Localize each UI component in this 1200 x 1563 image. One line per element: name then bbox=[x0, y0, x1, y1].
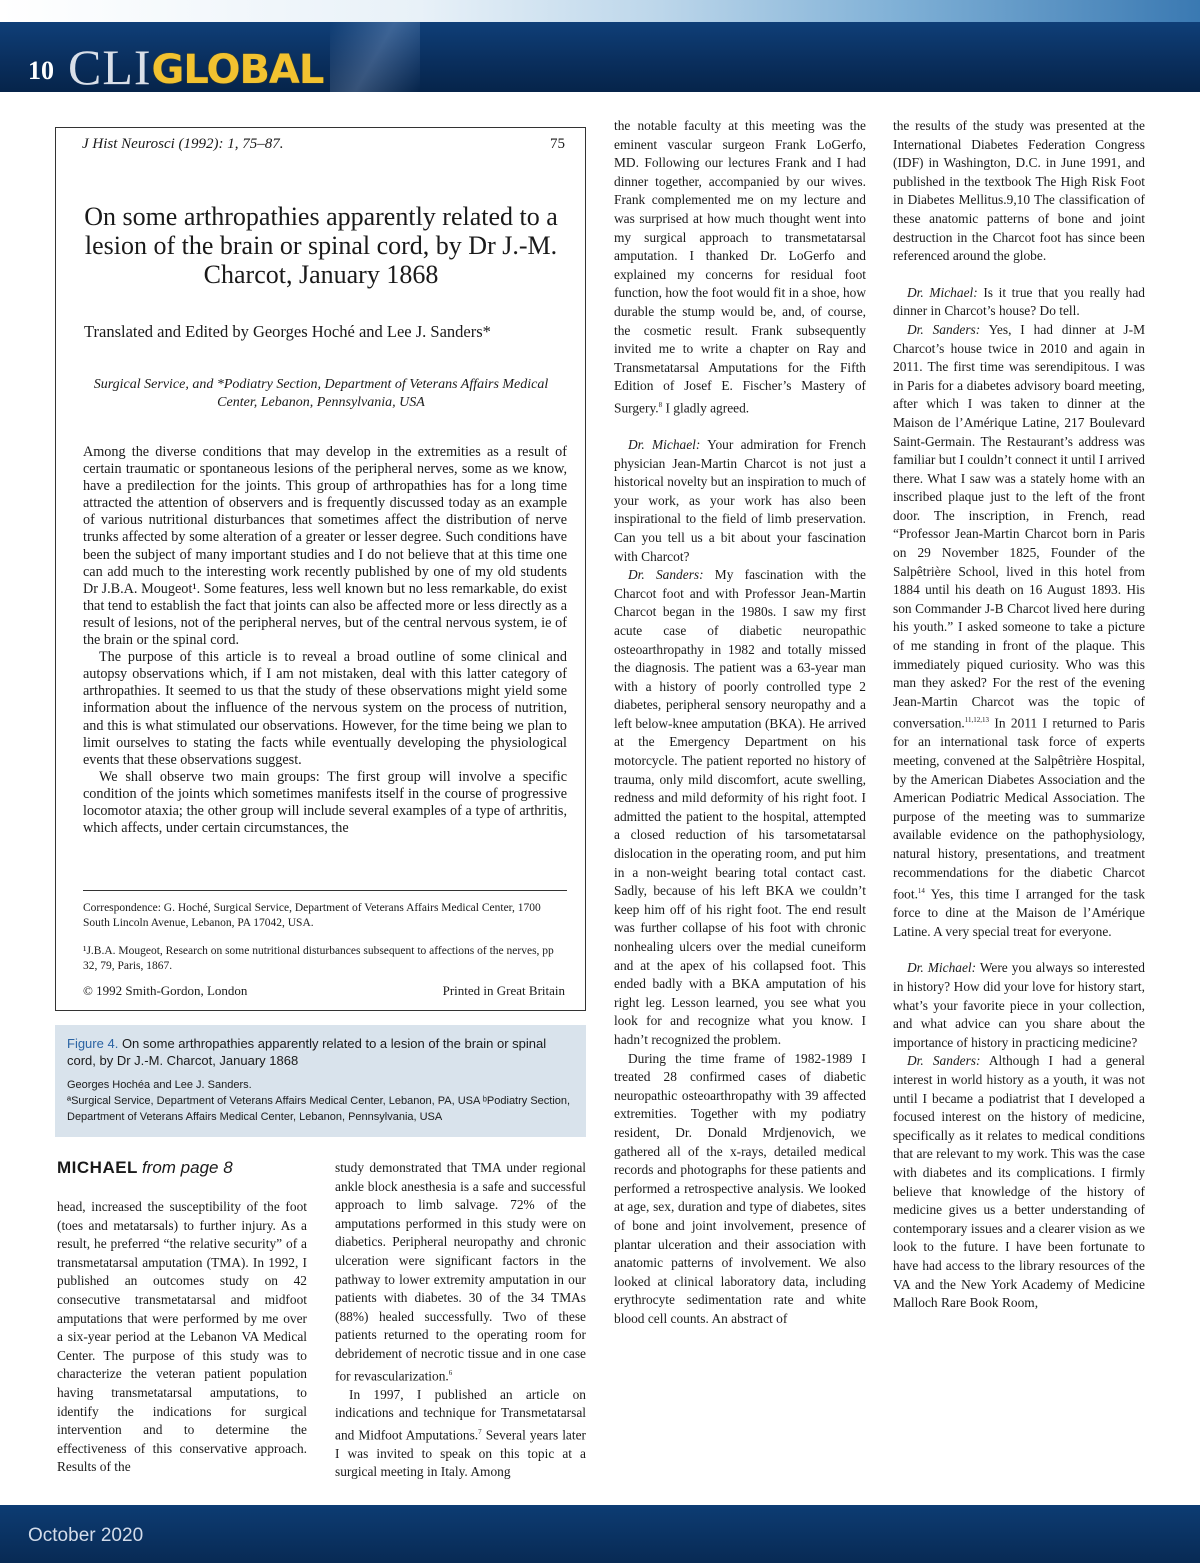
paragraph: During the time frame of 1982-1989 I treated 28 confirmed cases of diabetic neuropathic osteoarthropathy with 39 affected extremities. Together with my podiatry resident, Dr. Donald Mrdjenovich, we gathered all of the x-rays, detailed medical records and photographs for these patients and performed a retrospective analysis. We looked at age, sex, duration and type of diabetes, sites of bone and joint involvement, presence of plantar ulceration and their association with anatomic patterns of involvement. We also looked at clinical laboratory data, including erythrocyte sedimentation rate and white blood cell counts. An abstract of bbox=[614, 1050, 866, 1326]
masthead-stripe bbox=[0, 0, 1200, 22]
paragraph-text: Were you always so interested in history? How did your love for history start, what’s your favorite piece in your collection, and what advice can you share about the importance of history in practicing medicine? bbox=[893, 960, 1145, 1050]
paragraph-text: Yes, I had dinner at J-M Charcot’s house twice in 2010 and again in 2011. The first time was serendipitous. I was in Paris for a diabetes advisory board meeting, after which I was taken to dinner at the Maison de l’Amérique Latine, 217 Boulevard Saint-Germain. The Restaurant’s address was familiar but I couldn’t connect it until I arrived there. What I saw was a stately home with an inscribed plaque just to the left of the front door. The inscription, in French, read “Professor Jean-Martin Charcot born in Paris on 29 November 1825, Founder of the Salpêtrière School, lived in this hotel from 1884 until his death on 16 August 1893. His son Commander J-B Charcot lived here during his youth.” I asked someone to take a picture of me standing in front of the plaque. This immediately piqued curiosity. Who was this man they asked? For the rest of the evening Jean-Martin Charcot was the topic of conversation. bbox=[893, 321, 1145, 731]
article-scan-figure bbox=[55, 127, 586, 1011]
article-paragraph: We shall observe two main groups: The first group will involve a specific condition of the joints which sometimes manifests itself in the course of progressive locomotor ataxia; the other group will include several examples of a type of arthritis, which affects, under certain circumstances, the bbox=[83, 768, 567, 837]
paragraph bbox=[893, 1052, 1145, 1312]
paragraph bbox=[614, 436, 866, 566]
article-affiliation: Surgical Service, and *Podiatry Section, Department of Veterans Affairs Medical Center, Lebanon, Pennsylvania, USA bbox=[93, 377, 549, 410]
text-column-2 bbox=[335, 1159, 586, 1482]
paragraph-text: Is it true that you really had dinner in Charcot’s house? Do tell. bbox=[893, 284, 1145, 319]
paragraph-text: In 2011 I returned to Paris for an international task force of experts meeting, convened at the Salpêtrière Hospital, by the American Diabetes Association and the American Podiatric Medical Association. The purpose of the meeting was to summarize available evidence on the pathophysiology, natural history, presentations, and treatment recommendations for the diabetic Charcot foot. bbox=[893, 715, 1145, 902]
paragraph bbox=[893, 959, 1145, 1052]
caption-main bbox=[67, 1035, 574, 1069]
article-correspondence: Correspondence: G. Hoché, Surgical Service, Department of Veterans Affairs Medical Center, 1700 South Lincoln Avenue, Lebanon, PA 17042, USA. bbox=[83, 902, 541, 929]
caption-text: On some arthropathies apparently related to a lesion of the brain or spinal cord, by Dr J.-M. Charcot, January 1868 bbox=[67, 1036, 547, 1068]
paragraph-text: the notable faculty at this meeting was the eminent vascular surgeon Frank LoGerfo, MD. Following our lectures Frank and I had dinner together, accompanied by our wives. Frank complemented me on my lecture and was surprised at how much thought went into my surgical approach to transmetatarsal amputation. I thanked Dr. LoGerfo and explained my concerns for residual foot function, how the foot would fit in a shoe, how durable the stump would be, and, of course, the cosmetic result. Frank subsequently invited me to write a chapter on Ray and Transmetatarsal Amputations for the Fifth Edition of Josef E. Fischer’s Mastery of Surgery. bbox=[614, 118, 866, 416]
page-number: 10 bbox=[28, 56, 54, 85]
journal-page-number: 75 bbox=[550, 136, 565, 152]
brand-global: GLOBAL bbox=[151, 47, 324, 93]
paragraph-text: Although I had a general interest in world history as a youth, it was not until I became a podiatrist that I developed a focused interest on the history of medicine, specifically as it relates to medical conditions that are relevant to my work. This was the case with diabetes and its complications. I firmly believe that knowledge of the history of medicine gives us a better understanding of contemporary issues and a clearer vision as we look to the future. I have been fortunate to have had access to the library resources of the VA and the New York Academy of Medicine Malloch Rare Book Room, bbox=[893, 1053, 1145, 1311]
article-title: On some arthropathies apparently related to a lesion of the brain or spinal cord, by Dr J.-M. Charcot, January 1868 bbox=[84, 202, 558, 289]
continued-name: MICHAEL bbox=[57, 1158, 138, 1177]
paragraph bbox=[893, 284, 1145, 321]
reference-mark: 11,12,13 bbox=[964, 716, 990, 725]
speaker-label: Dr. Michael: bbox=[907, 960, 977, 976]
reference-mark: 8 bbox=[658, 400, 663, 409]
caption-affiliations: ªSurgical Service, Department of Veterans Affairs Medical Center, Lebanon, PA, USA ᵇPodiatry Section, Department of Veterans Affairs Medical Center, Lebanon, Pennsylvania, USA bbox=[67, 1095, 571, 1123]
text-column-1 bbox=[57, 1198, 307, 1477]
paragraph bbox=[335, 1386, 586, 1482]
caption-label: Figure 4. bbox=[67, 1036, 119, 1051]
footer-bar bbox=[0, 1505, 1200, 1563]
text-column-4 bbox=[893, 117, 1145, 1313]
issue-date: October 2020 bbox=[28, 1525, 144, 1546]
speaker-label: Dr. Sanders: bbox=[628, 567, 704, 583]
reference-mark: 7 bbox=[478, 1427, 482, 1436]
speaker-label: Dr. Michael: bbox=[907, 284, 978, 300]
speaker-label: Dr. Michael: bbox=[628, 436, 701, 452]
paragraph: the results of the study was presented at the International Diabetes Federation Congress (IDF) in Washington, D.C. in June 1991, and published in the textbook The High Risk Foot in Diabetes Mellitus.9,10 The classification of these anatomic patterns of bone and joint destruction in the Charcot foot has since been referenced around the globe. bbox=[893, 118, 1145, 264]
brand-cli: CLI bbox=[68, 39, 152, 95]
paragraph-text: My fascination with the Charcot foot and with Professor Jean-Martin Charcot began in the 1980s. I saw my first acute case of diabetic neuropathic osteoarthropathy in 1982 and totally missed the diagnosis. The patient was a 63-year man with a history of poorly controlled type 2 diabetes, peripheral sensory neuropathy and a left below-knee amputation (BKA). He arrived at the Emergency Department on his motorcycle. The patient reported no history of trauma, only mild discomfort, acute swelling, redness and mild deformity of his right foot. I admitted the patient to the hospital, attempted a closed reduction of his tarsometatarsal dislocation in the operating room, and put him in a non-weight bearing total contact cast. Sadly, because of his left BKA we couldn’t keep him off of his right foot. The end result was further collapse of his foot with chronic nonhealing ulcers over the medial cuneiform and at the apex of his collapsed foot. This ended badly with a BKA amputation of his right leg. Lesson learned, you see what you look for and recognize what you know. I hadn’t recognized the problem. bbox=[614, 567, 866, 1047]
masthead-sheen bbox=[330, 22, 420, 92]
article-body bbox=[83, 444, 567, 837]
article-paragraph: Among the diverse conditions that may develop in the extremities as a result of certain traumatic or spontaneous lesions of the peripheral nerves, some as we know, have a predilection for the joints. This group of arthropathies has for a long time attracted the attention of observers and is frequently discussed today as an example of various nutritional disturbances that sometimes affect the distribution of nerve trunks affected by some alteration of a greater or lesser degree. Such conditions have been the subject of many important studies and I do not believe that at this time one can add much to the interesting work recently published by one of my old students Dr J.B.A. Mougeot¹. Some features, less well known but no less remarkable, do exist that tend to establish the fact that joints can also be affected more or less directly as a result of lesions, not of the peripheral nerves, but of the central nervous system, ie of the brain or the spinal cord. bbox=[83, 444, 567, 649]
journal-citation: J Hist Neurosci (1992): 1, 75–87. bbox=[82, 136, 284, 152]
article-translators: Translated and Edited by Georges Hoché and Lee J. Sanders* bbox=[84, 322, 491, 341]
paragraph bbox=[335, 1159, 586, 1386]
reference-mark: 6 bbox=[448, 1368, 453, 1377]
paragraph-text: Yes, this time I arranged for the task force to dine at the Maison de l’Amérique Latine. A very special treat for everyone. bbox=[893, 886, 1145, 939]
speaker-label: Dr. Sanders: bbox=[907, 321, 981, 337]
paragraph bbox=[614, 117, 866, 418]
caption-credits bbox=[67, 1077, 574, 1125]
article-footnote: ¹J.B.A. Mougeot, Research on some nutritional disturbances subsequent to affections of the nerves, pp 32, 79, Paris, 1867. bbox=[83, 945, 554, 972]
figure-caption bbox=[55, 1025, 586, 1137]
article-copyright: © 1992 Smith-Gordon, London bbox=[83, 983, 248, 998]
article-divider bbox=[83, 890, 567, 891]
paragraph-text: study demonstrated that TMA under regional ankle block anesthesia is a safe and successful approach to limb salvage. 72% of the amputations performed in this study were on diabetics. Peripheral neuropathy and chronic ulceration were significant factors in the pathway to lower extremity amputation in our patients with diabetes. 30 of the 34 TMAs (88%) healed successfully. Two of these patients returned to the operating room for debridement of necrotic tissue and in one case for revascularization. bbox=[335, 1160, 586, 1383]
paragraph-text: In 1997, I published an article on indications and technique for Transmetatarsal and Midfoot Amputations. bbox=[335, 1386, 586, 1443]
brand-logo bbox=[68, 36, 324, 95]
speaker-label: Dr. Sanders: bbox=[907, 1053, 981, 1069]
paragraph-text: Several years later I was invited to speak on this topic at a surgical meeting in Italy. Among bbox=[335, 1427, 587, 1480]
continued-heading bbox=[57, 1158, 233, 1178]
paragraph: head, increased the susceptibility of the foot (toes and metatarsals) to further injury. As a result, he preferred “the relative security” of a transmetatarsal amputation (TMA). In 1992, I published an outcomes study on 42 consecutive transmetatarsal and midfoot amputations that were performed by me over a six-year period at the Lebanon VA Medical Center. The purpose of this study was to characterize the veteran patient population having transmetatarsal amputations, to identify the indications for surgical intervention and to determine the effectiveness of this conservative approach. Results of the bbox=[57, 1199, 307, 1475]
article-printed: Printed in Great Britain bbox=[442, 983, 565, 998]
article-paragraph: The purpose of this article is to reveal a broad outline of some clinical and autopsy observations which, if I am not mistaken, deal with this latter category of arthropathies. It seemed to us that the study of these observations might yield some information about the influence of the nervous system on the process of nutrition, and this is what stimulated our observations. However, for the time being we plan to limit ourselves to stating the facts while eventually developing the physiological events that these observations suggest. bbox=[83, 649, 567, 768]
paragraph-text: I gladly agreed. bbox=[662, 400, 750, 416]
paragraph bbox=[614, 566, 866, 1049]
reference-mark: 14 bbox=[917, 887, 925, 896]
continued-from: from page 8 bbox=[141, 1158, 233, 1177]
text-column-3 bbox=[614, 117, 866, 1328]
paragraph-text: Your admiration for French physician Jean-Martin Charcot is not just a historical novelty but an inspiration to much of your work, as your work has also been inspirational to the field of limb preservation. Can you tell us a bit about your fascination with Charcot? bbox=[614, 436, 866, 564]
paragraph bbox=[893, 321, 1145, 942]
caption-authors: Georges Hochéa and Lee J. Sanders. bbox=[67, 1079, 252, 1091]
